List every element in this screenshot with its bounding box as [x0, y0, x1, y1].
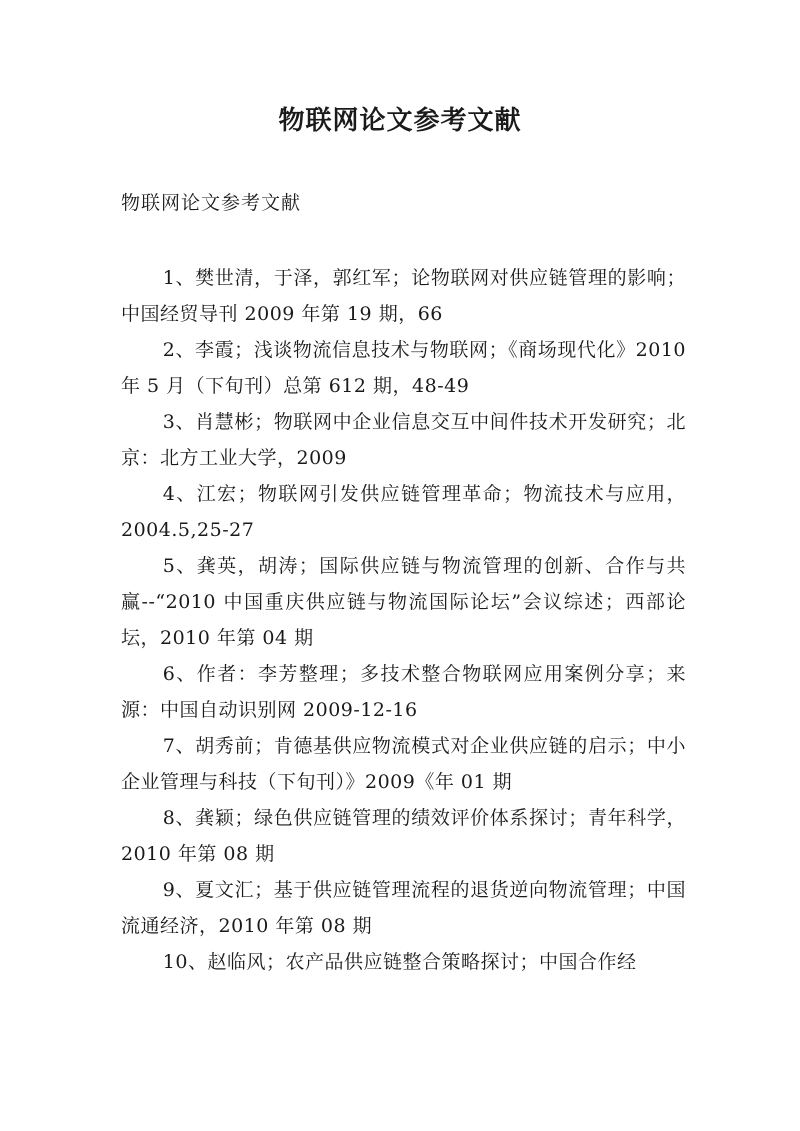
reference-item-3: 3、肖慧彬；物联网中企业信息交互中间件技术开发研究；北京：北方工业大学，2009	[121, 411, 686, 469]
reference-item-8: 8、龚颖；绿色供应链管理的绩效评价体系探讨；青年科学，2010 年第 08 期	[121, 807, 686, 865]
reference-item-1: 1、樊世清，于泽，郭红军；论物联网对供应链管理的影响；中国经贸导刊 2009 年第 19 期，66	[121, 267, 686, 325]
document-title: 物联网论文参考文献	[278, 106, 522, 136]
reference-item-7: 7、胡秀前；肯德基供应物流模式对企业供应链的启示；中小企业管理与科技（下旬刊）》2009《年 01 期	[121, 735, 686, 793]
document-subtitle: 物联网论文参考文献	[121, 192, 302, 214]
reference-item-4: 4、江宏；物联网引发供应链管理革命；物流技术与应用，2004.5,25-27	[121, 483, 686, 541]
reference-item-9: 9、夏文汇；基于供应链管理流程的退货逆向物流管理；中国流通经济，2010 年第 08 期	[121, 879, 686, 937]
reference-list	[121, 260, 686, 980]
reference-item-6: 6、作者：李芳整理；多技术整合物联网应用案例分享；来源：中国自动识别网 2009-12-16	[121, 663, 686, 721]
reference-item-5: 5、龚英，胡涛；国际供应链与物流管理的创新、合作与共赢--“2010 中国重庆供应链与物流国际论坛”会议综述；西部论坛，2010 年第 04 期	[121, 555, 686, 649]
reference-item-10: 10、赵临风；农产品供应链整合策略探讨；中国合作经	[162, 951, 637, 973]
reference-item-2: 2、李霞；浅谈物流信息技术与物联网；《商场现代化》2010 年 5 月（下旬刊）总第 612 期，48-49	[121, 339, 686, 397]
